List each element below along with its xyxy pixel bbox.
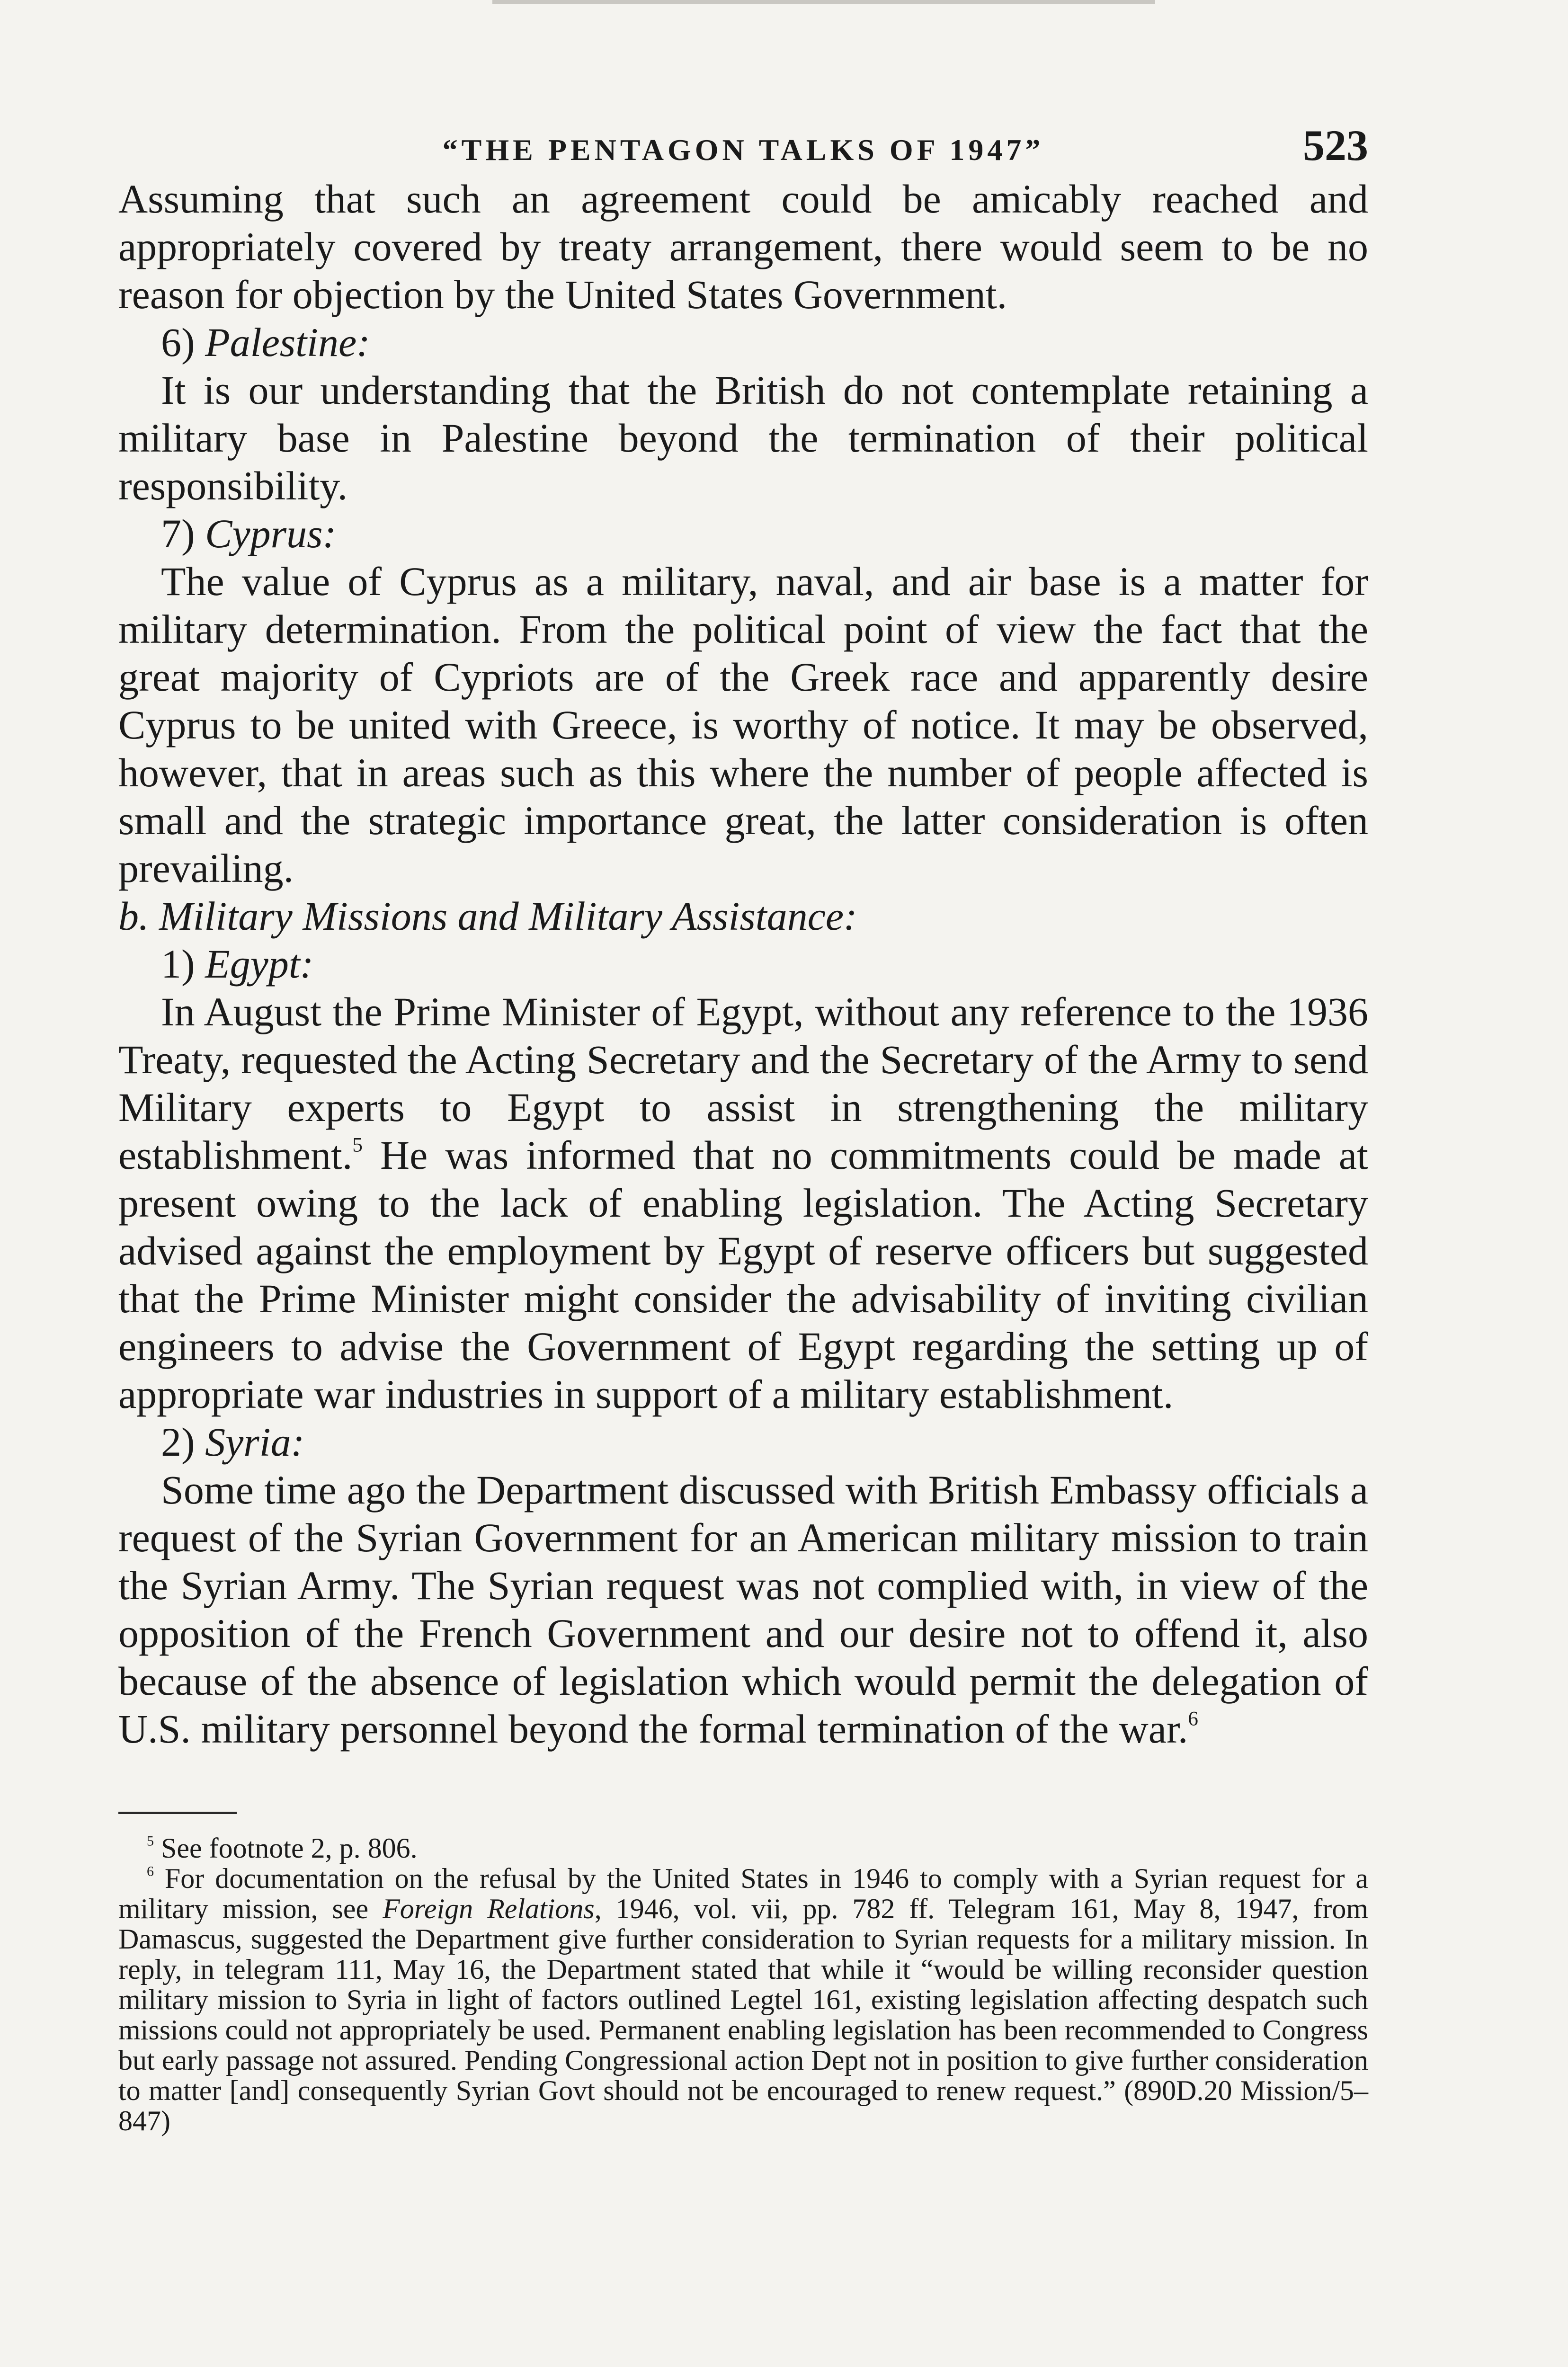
- footnote-6-publication-title: Foreign Relations: [383, 1893, 595, 1924]
- heading-section-letter: b.: [118, 893, 149, 939]
- footnote-6-text-part-1: For documentation on the refusal by the United States in 1946 to comply with a Syrian request for a military mission, see: [118, 1863, 1368, 1924]
- document-page: [118, 118, 1368, 2136]
- heading-section-title: Military Missions and Military Assistance:: [159, 893, 857, 939]
- footnote-6-text-part-2: , 1946, vol. vii, pp. 782 ff. Telegram 161, May 8, 1947, from Damascus, suggested the Department give further consideration to Syrian requests for a military mission. In reply, in telegram 111, May 16, the Department stated that while it “would be willing reconsider question military mission to Syria in light of factors outlined Legtel 161, existing legislation affecting despatch such missions could not appropriately be used. Permanent enabling legislation has been recommended to Congress but early passage not assured. Pending Congressional action Dept not in position to give further consideration to matter [and] consequently Syrian Govt should not be encouraged to renew request.” (890D.20 Mission/5–847): [118, 1893, 1369, 2136]
- heading-syria-label: Syria:: [205, 1419, 305, 1465]
- heading-cyprus-number: 7): [161, 511, 195, 556]
- heading-egypt-label: Egypt:: [205, 941, 314, 987]
- heading-egypt-number: 1): [161, 941, 195, 987]
- footnote-5-number: 5: [147, 1833, 154, 1849]
- body-text: [118, 175, 1368, 1753]
- paragraph-syria: [118, 1466, 1368, 1753]
- footnote-ref-5: 5: [352, 1134, 363, 1157]
- footnote-5: [118, 1833, 1368, 1863]
- heading-cyprus: [118, 510, 1368, 558]
- paragraph-syria-text: Some time ago the Department discussed with British Embassy officials a request of the Syrian Government for an American military mission to train the Syrian Army. The Syrian request was not complied with, in view of the opposition of the French Government and our desire not to offend it, also because of the absence of legislation which would permit the delegation of U.S. military personnel beyond the formal termination of the war.: [118, 1467, 1368, 1752]
- footnote-5-text: See footnote 2, p. 806.: [161, 1833, 418, 1864]
- heading-syria-number: 2): [161, 1419, 195, 1465]
- paragraph-agreement: Assuming that such an agreement could be amicably reached and appropriately covered by treaty arrangement, there would seem to be no reason for objection by the United States Government.: [118, 176, 1368, 317]
- paragraph-palestine: It is our understanding that the British do not contemplate retaining a military base in Palestine beyond the termination of their political responsibility.: [118, 367, 1368, 508]
- footnote-ref-6: 6: [1188, 1708, 1198, 1730]
- paragraph-cyprus: The value of Cyprus as a military, naval, and air base is a matter for military determination. From the political point of view the fact that the great majority of Cypriots are of the Greek race and apparently desire Cyprus to be united with Greece, is worthy of notice. It may be observed, however, that in areas such as this where the number of people affected is small and the strategic importance great, the latter consideration is often prevailing.: [118, 559, 1368, 891]
- footnote-divider: [118, 1812, 237, 1814]
- heading-military-missions: [118, 892, 1368, 940]
- heading-palestine-number: 6): [161, 320, 195, 365]
- running-title: “THE PENTAGON TALKS OF 1947”: [442, 133, 1044, 167]
- heading-cyprus-label: Cyprus:: [205, 511, 337, 556]
- heading-egypt: [118, 940, 1368, 988]
- paragraph-egypt-part-1: In August the Prime Minister of Egypt, without any reference to the 1936 Treaty, requested the Acting Secretary and the Secretary of the Army to send Military experts to Egypt to assist in strengthening the military establishment.: [118, 989, 1368, 1178]
- top-edge-rule: [492, 0, 1155, 4]
- footnote-6-number: 6: [147, 1863, 154, 1879]
- heading-palestine-label: Palestine:: [205, 320, 370, 365]
- heading-palestine: [118, 319, 1368, 366]
- paragraph-egypt-part-2: He was informed that no commitments could be made at present owing to the lack of enabling legislation. The Acting Secretary advised against the employment by Egypt of reserve officers but suggested that the Prime Minister might consider the advisability of inviting civilian engineers to advise the Government of Egypt regarding the setting up of appropriate war industries in support of a military establishment.: [118, 1132, 1368, 1417]
- paragraph-egypt: [118, 988, 1368, 1418]
- page-number: 523: [1303, 121, 1368, 169]
- running-header: [118, 118, 1368, 175]
- footnotes: [118, 1833, 1368, 2136]
- heading-syria: [118, 1418, 1368, 1466]
- footnote-6: [118, 1863, 1368, 2136]
